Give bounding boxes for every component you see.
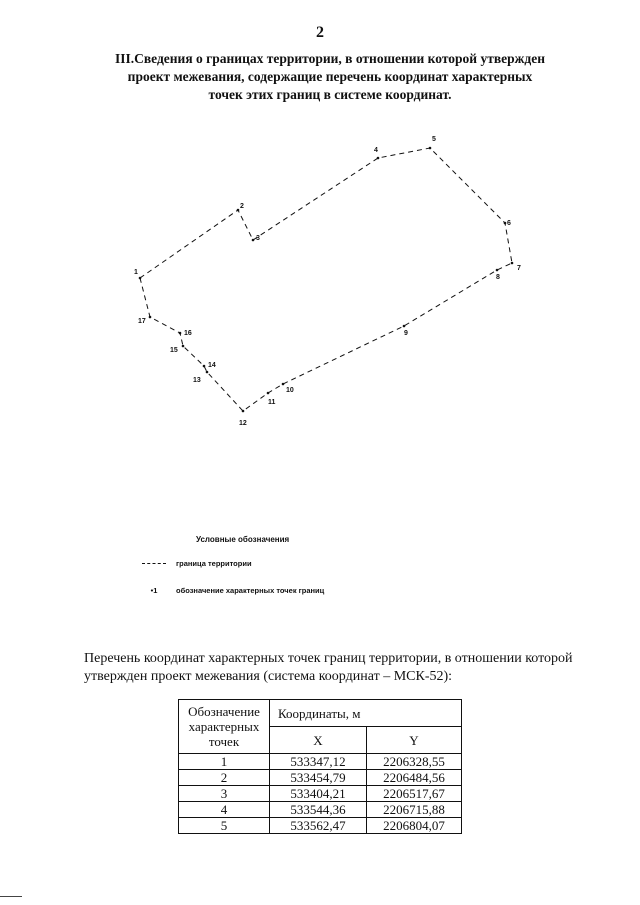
boundary-point-label: 4: [374, 147, 378, 154]
cell-y: 2206804,07: [367, 818, 462, 834]
boundary-point-label: 12: [239, 420, 247, 427]
header-coordinates: Координаты, м: [270, 700, 462, 727]
footer-rule: [0, 896, 22, 897]
boundary-point-marker: [511, 262, 514, 265]
section-title-line: проект межевания, содержащие перечень координат характерных: [127, 69, 533, 84]
boundary-point-marker: [242, 410, 245, 413]
boundary-point-marker: [496, 269, 499, 272]
legend-point-row: [142, 586, 324, 595]
boundary-point-marker: [252, 239, 255, 242]
boundary-point-label: 2: [240, 203, 244, 210]
boundary-point-label: 13: [193, 377, 201, 384]
legend-title: Условные обозначения: [196, 535, 290, 544]
section-title-line: III.Сведения о границах территории, в отношении которой утвержден: [114, 51, 546, 66]
intro-line: Перечень координат характерных точек границ территории, в отношении которой: [84, 651, 573, 666]
table-row: [179, 754, 462, 770]
page-number: 2: [316, 24, 324, 41]
cell-point: 4: [179, 802, 270, 818]
boundary-point-marker: [139, 277, 142, 280]
boundary-point-label: 7: [517, 265, 521, 272]
coordinates-intro-text: [84, 650, 584, 686]
boundary-point-label: 16: [184, 330, 192, 337]
boundary-point-marker: [267, 392, 270, 395]
legend-point-label: обозначение характерных точек границ: [176, 586, 325, 595]
boundary-point-label: 8: [496, 274, 500, 281]
cell-x: 533404,21: [270, 786, 367, 802]
cell-x: 533544,36: [270, 802, 367, 818]
table-row: [179, 786, 462, 802]
cell-y: 2206715,88: [367, 802, 462, 818]
boundary-point-marker: [282, 383, 285, 386]
cell-y: 2206517,67: [367, 786, 462, 802]
boundary-point-label: 9: [404, 330, 408, 337]
boundary-point-label: 10: [286, 387, 294, 394]
header-y: Y: [367, 727, 462, 754]
boundary-point-label: 3: [256, 235, 260, 242]
cell-y: 2206328,55: [367, 754, 462, 770]
intro-line: утвержден проект межевания (система координат – МСК-52):: [84, 669, 453, 684]
boundary-point-marker: [149, 316, 152, 319]
coordinates-table: [178, 699, 462, 834]
cell-y: 2206484,56: [367, 770, 462, 786]
boundary-point-marker: [182, 345, 185, 348]
cell-x: 533454,79: [270, 770, 367, 786]
boundary-point-marker: [179, 332, 182, 335]
legend-boundary-row: [142, 559, 252, 568]
cell-point: 5: [179, 818, 270, 834]
cell-x: 533347,12: [270, 754, 367, 770]
boundary-point-label: 14: [208, 362, 216, 369]
table-row: [179, 770, 462, 786]
header-x: X: [270, 727, 367, 754]
boundary-point-label: 11: [268, 399, 276, 406]
boundary-point-marker: [403, 325, 406, 328]
section-title-line: точек этих границ в системе координат.: [208, 87, 452, 102]
cell-point: 3: [179, 786, 270, 802]
boundary-point-marker: [504, 222, 507, 225]
boundary-point-label: 1: [134, 269, 138, 276]
boundary-line: [140, 148, 512, 411]
table-row: [179, 802, 462, 818]
boundary-point-label: 15: [170, 347, 178, 354]
boundary-point-marker: [377, 157, 380, 160]
boundary-point-marker: [206, 371, 209, 374]
legend-boundary-label: граница территории: [176, 559, 252, 568]
boundary-point-marker: [429, 147, 432, 150]
header-point-name: Обозначение характерных точек: [179, 700, 270, 754]
boundary-point-marker: [237, 209, 240, 212]
cell-x: 533562,47: [270, 818, 367, 834]
boundary-point-marker: [203, 365, 206, 368]
boundary-point-label: 6: [507, 220, 511, 227]
cell-point: 1: [179, 754, 270, 770]
point-marker-icon: •1: [150, 586, 158, 595]
boundary-point-label: 5: [432, 136, 436, 143]
dashed-line-icon: [142, 563, 166, 564]
boundary-point-label: 17: [138, 318, 146, 325]
cell-point: 2: [179, 770, 270, 786]
table-row: [179, 818, 462, 834]
